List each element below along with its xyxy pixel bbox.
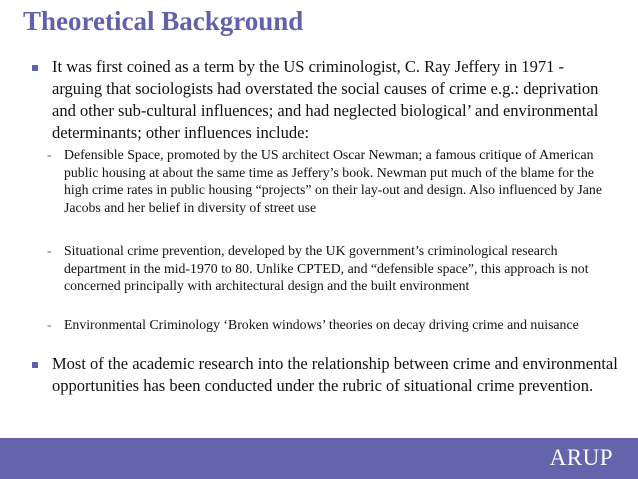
arup-logo: ARUP (549, 445, 613, 470)
dash-bullet-icon: - (47, 147, 52, 162)
bullet-main-2: Most of the academic research into the relationship between crime and environmental opportunities has been conducted under the rubric of situational crime prevention. (52, 354, 618, 395)
square-bullet-icon (32, 362, 38, 368)
slide-title: Theoretical Background (23, 6, 304, 36)
sub-bullet-situational-crime-prevention: Situational crime prevention, developed by the UK government’s criminological research department in the mid-1970 to 80. Unlike CPTED, and “defensible space”, this approach is not concerned principally with architectural design and the built environment (64, 243, 589, 293)
sub-bullet-defensible-space: Defensible Space, promoted by the US architect Oscar Newman; a famous critique of American public housing at about the same time as Jeffery’s book. Newman put much of the blame for the high crime rates in public housing “projects” on their lay-out and design. Also influenced by Jane Jacobs and her belief in diversity of street use (64, 147, 602, 215)
bullet-main-1: It was first coined as a term by the US criminologist, C. Ray Jeffery in 1971 - arguing that sociologists had overstated the social causes of crime e.g.: deprivation and other sub-cultural influences; and had neglected biological’ and environmental determinants; other influences include: (52, 57, 599, 142)
dash-bullet-icon: - (47, 243, 52, 258)
sub-bullet-environmental-criminology: Environmental Criminology ‘Broken windows’ theories on decay driving crime and nuisance (64, 317, 579, 332)
dash-bullet-icon: - (47, 317, 52, 332)
square-bullet-icon (32, 65, 38, 71)
footer-bar (0, 438, 638, 479)
